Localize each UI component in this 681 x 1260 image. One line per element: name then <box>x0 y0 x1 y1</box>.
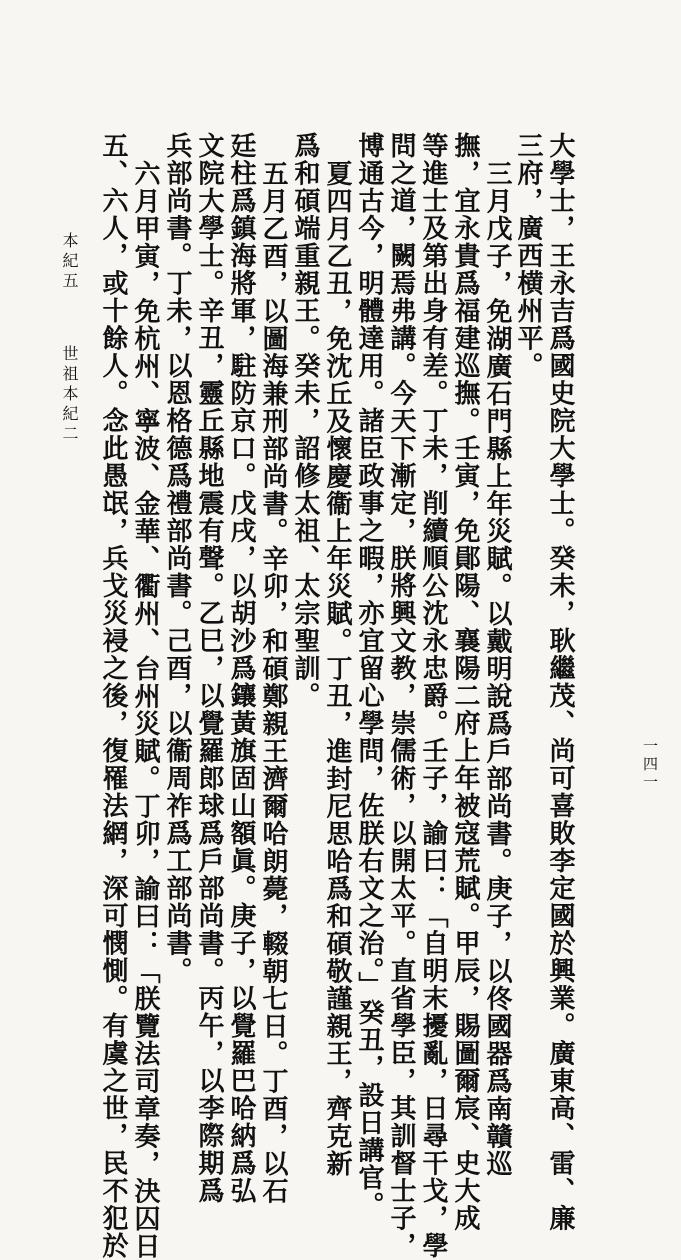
text-column-12: 文院大學士。辛丑，靈丘縣地震有聲。乙巳，以覺羅郎球爲戶部尚書。丙午，以李際期爲 <box>194 132 224 1205</box>
chapter-label: 世祖本紀二 <box>60 345 79 445</box>
text-column-7: 博通古今，明體達用。諸臣政事之暇，亦宜留心學問，佐朕右文之治。」癸丑，設日講官。 <box>354 132 384 1219</box>
running-header <box>58 232 81 445</box>
text-column-9: 爲和碩端重親王。癸未，詔修太祖、太宗聖訓。 <box>290 132 320 710</box>
text-column-3: 三月戊子，免湖廣石門縣上年災賦。以戴明說爲戶部尚書。庚子，以佟國器爲南贛巡 <box>482 160 512 1178</box>
text-column-4: 撫，宜永貴爲福建巡撫。壬寅，免鄖陽、襄陽二府上年被寇荒賦。甲辰，賜圖爾宸、史大成 <box>450 132 480 1232</box>
text-column-2: 三府，廣西横州平。 <box>513 132 543 380</box>
text-column-11: 廷柱爲鎮海將軍，駐防京口。戊戌，以胡沙爲鑲黃旗固山額眞。庚子，以覺羅巴哈納爲弘 <box>226 132 256 1205</box>
text-column-8: 夏四月乙丑，免沈丘及懷慶衞上年災賦。丁丑，進封尼思哈爲和碩敬謹親王，齊克新 <box>322 160 352 1178</box>
page-number: 一四一 <box>641 738 659 792</box>
text-column-15: 五、六人，或十餘人。念此愚氓，兵戈災祲之後，復罹法網，深可憫惻。有虞之世，民不犯於 <box>98 132 128 1260</box>
book-section-label: 本紀五 <box>60 232 79 292</box>
text-column-14: 六月甲寅，免杭州、寧波、金華、衢州、台州災賦。丁卯，諭曰：「朕覽法司章奏，決囚日 <box>130 160 160 1260</box>
text-column-5: 等進士及第出身有差。丁未，削續順公沈永忠爵。壬子，諭曰：「自明末擾亂，日尋干戈，學 <box>418 132 448 1260</box>
text-column-6: 問之道，闕焉弗講。今天下漸定，朕將興文教，崇儒術，以開太平。直省學臣，其訓督士子， <box>386 132 416 1260</box>
text-column-10: 五月乙酉，以圖海兼刑部尚書。辛卯，和碩鄭親王濟爾哈朗薨，輟朝七日。丁酉，以石 <box>258 160 288 1205</box>
text-column-13: 兵部尚書。丁未，以恩格德爲禮部尚書。己酉，以衞周祚爲工部尚書。 <box>162 132 192 985</box>
text-column-1: 大學士，王永吉爲國史院大學士。癸未，耿繼茂、尚可喜敗李定國於興業。廣東高、雷、廉 <box>545 132 575 1232</box>
